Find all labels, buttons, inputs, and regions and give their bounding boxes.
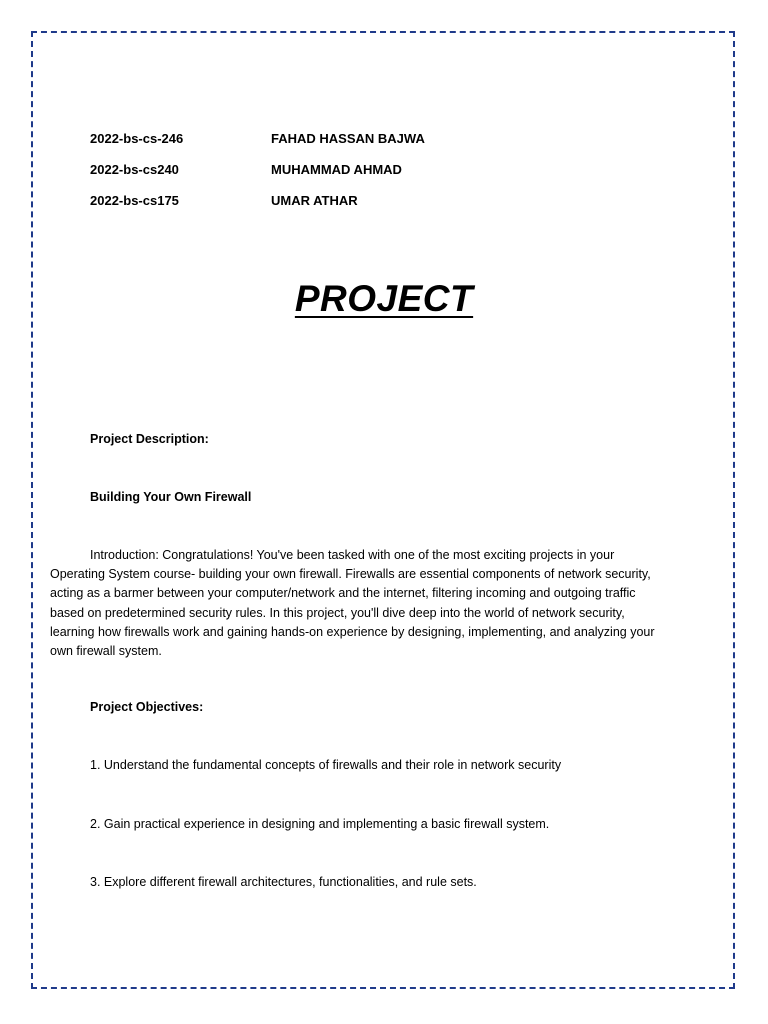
member-id: 2022-bs-cs-246 (90, 131, 184, 146)
team-members (90, 123, 650, 216)
project-name-heading: Building Your Own Firewall (90, 490, 252, 504)
member-name: FAHAD HASSAN BAJWA (271, 131, 425, 146)
member-row (90, 123, 650, 154)
description-heading: Project Description: (90, 432, 209, 446)
member-name: MUHAMMAD AHMAD (271, 162, 402, 177)
member-id: 2022-bs-cs175 (90, 193, 179, 208)
objective-item: 1. Understand the fundamental concepts of firewalls and their role in network security (90, 758, 562, 772)
introduction-paragraph: Introduction: Congratulations! You've been tasked with one of the most exciting projects in your Operating System course- building your own firewall. Firewalls are essential components of network security, acting as a barmer between your computer/network and the internet, filtering incoming and outgoing traffic based on predetermined security rules. In this project, you'll dive deep into the world of network security, learning how firewalls work and gaining hands-on experience by designing, implementing, and analyzing your own firewall system. (50, 548, 655, 659)
title-container (0, 278, 768, 320)
member-row (90, 185, 650, 216)
page-title: PROJECT (294, 278, 474, 319)
objective-item: 2. Gain practical experience in designing and implementing a basic firewall system. (90, 817, 550, 831)
objective-item: 3. Explore different firewall architectures, functionalities, and rule sets. (90, 875, 477, 889)
member-row (90, 154, 650, 185)
objectives-heading: Project Objectives: (90, 700, 204, 714)
member-name: UMAR ATHAR (271, 193, 358, 208)
member-id: 2022-bs-cs240 (90, 162, 179, 177)
